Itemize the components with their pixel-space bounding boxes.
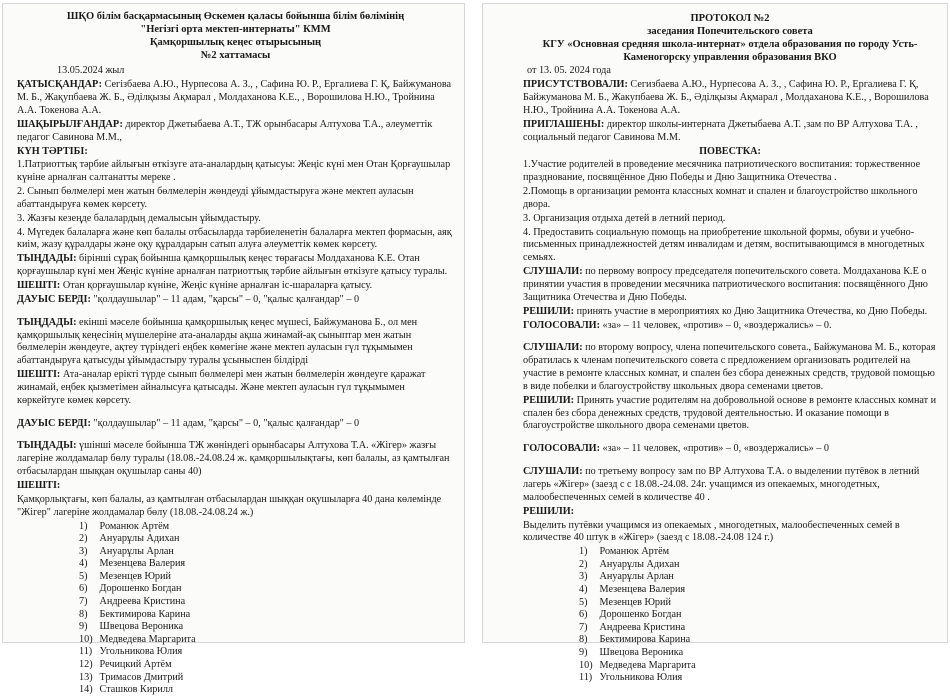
- list-item: [579, 584, 937, 597]
- list-item-number: 3): [79, 545, 88, 557]
- list-item-number: 1): [579, 546, 588, 558]
- list-item: [79, 521, 454, 534]
- agenda-title: КҮН ТӘРТІБІ:: [17, 145, 88, 157]
- student-list: [523, 546, 937, 685]
- student-name: Ануарұлы Арлан: [97, 545, 174, 557]
- list-item: [579, 634, 937, 647]
- q2-decided: ШЕШТІ: Ата-аналар ерікті түрде сынып бөлмелері мен жатын бөлмелерін жөндеуге қаражат жинамай, еңбек қызметімен айналысуға қатысады. Және мектеп ауласын гүл тұқымымен көркейтуге көмек көрсету.: [17, 369, 426, 406]
- q3-heard: СЛУШАЛИ: по третьему вопросу зам по ВР Алтухова Т.А. о выделении путёвок в летний лагерь «Жігер» (заезд с с 18.08.-24.08. 24г. учащимся из опекаемых, многодетных, малообеспеченных семей в количестве 40 .: [523, 466, 920, 503]
- student-name: Медведева Маргарита: [97, 633, 196, 645]
- list-item: [579, 622, 937, 635]
- list-item: [79, 646, 454, 659]
- student-name: Угольникова Юлия: [597, 672, 683, 684]
- list-item-number: 8): [79, 608, 88, 620]
- student-name: Сташков Кирилл: [97, 684, 173, 696]
- russian-protocol-page: [482, 3, 948, 684]
- q2-heard: СЛУШАЛИ: по второму вопросу, члена попечительского совета., Байжуманова М. Б., которая обратилась к членам попечительского совета с предложением организовать родителей на участие в ремонте классных комнат, и спален без сбора денежных средств, трудовой помощью в виде побелки и благоустройству школьных двора семенами цветов.: [523, 342, 936, 392]
- header-line: Қамқоршылық кеңес отырысының: [149, 37, 322, 49]
- list-item: [79, 684, 454, 697]
- student-list: [17, 521, 454, 697]
- q2-vote: ГОЛОСОВАЛИ: «за» – 11 человек, «против» – 0, «воздержались» – 0: [523, 443, 830, 455]
- q1-vote: ГОЛОСОВАЛИ: «за» – 11 человек, «против» – 0, «воздержались» – 0.: [523, 319, 832, 331]
- attendees: [17, 79, 454, 118]
- q1-heard: СЛУШАЛИ: по первому вопросу председателя попечительского совета. Молдаханова К.Е о принятии участия в проведении месячника патриотического воспитания: посвящённого Дню Защитника Отечества и Дню Победы.: [523, 266, 928, 303]
- student-name: Романюк Артём: [97, 520, 170, 532]
- student-name: Мезенцев Юрий: [597, 596, 671, 608]
- list-item-number: 1): [79, 520, 88, 532]
- agenda-item: 4. Мүгедек балаларға және көп балалы отбасыларда тәрбиеленетін балаларға мектеп формасын, аяқ киім, жазу құралдары және оқу құралдарын сатып алуға әлеуметтік көмек көрсету.: [17, 226, 452, 251]
- student-name: Дорошенко Богдан: [97, 583, 182, 595]
- list-item: [79, 621, 454, 634]
- list-item-number: 10): [579, 659, 593, 671]
- agenda-title: ПОВЕСТКА:: [699, 145, 761, 157]
- list-item: [79, 672, 454, 685]
- header-line: №2 хаттамасы: [200, 50, 271, 62]
- header-line: ШҚО білім басқармасының Өскемен қаласы бойынша білім бөлімінің: [66, 11, 405, 22]
- list-item-number: 7): [79, 596, 88, 608]
- list-item: [79, 546, 454, 559]
- document-header: [17, 10, 454, 63]
- student-name: Ануарұлы Адихан: [97, 533, 180, 545]
- document-header: [523, 12, 937, 65]
- list-item-number: 5): [579, 596, 588, 608]
- student-name: Мезенцева Валерия: [97, 558, 186, 570]
- student-name: Бектимирова Карина: [597, 634, 691, 646]
- student-name: Дорошенко Богдан: [597, 609, 682, 621]
- list-item: [79, 634, 454, 647]
- invited: [17, 119, 454, 145]
- list-item: [79, 609, 454, 622]
- list-item: [79, 659, 454, 672]
- list-item: [79, 558, 454, 571]
- list-item-number: 7): [579, 621, 588, 633]
- list-item: [79, 571, 454, 584]
- q3-decided-text: Выделить путёвки учащимся из опекаемых , многодетных, малообеспеченных семей в количестве 40 штук в «Жігер» (заезд с 18.08.-24.08 124 г.): [523, 519, 900, 544]
- student-name: Швецова Вероника: [597, 646, 684, 658]
- student-name: Ануарұлы Арлан: [597, 571, 674, 583]
- student-name: Бектимирова Карина: [97, 608, 191, 620]
- student-name: Швецова Вероника: [97, 621, 184, 633]
- list-item-number: 4): [79, 558, 88, 570]
- header-line: заседания Попечительского совета: [647, 26, 813, 38]
- list-item-number: 9): [79, 621, 88, 633]
- student-name: Мезенцев Юрий: [97, 570, 171, 582]
- agenda-item: 3. Организация отдыха детей в летний период.: [523, 212, 726, 224]
- list-item: [579, 559, 937, 572]
- student-name: Тримасов Дмитрий: [97, 671, 184, 683]
- q2-heard: ТЫҢДАДЫ: екінші мәселе бойынша қамқоршылық кеңес мүшесі, Байжуманова Б., ол мен қамқоршылық кеңесінің мүшелеріне ата-аналарды ақша жинамай-ақ сыныптар мен жатын бөлмелерін жөндеуге, ақтеу түріндегі еңбек көмегіне және мектеп ауласын гүл тұқымымен абаттандыруға қатысуды ұйымдастыру туралы ұсыныспен білдірді: [17, 316, 418, 367]
- agenda-item: 3. Жазғы кезеңде балалардың демалысын ұйымдастыру.: [17, 212, 261, 224]
- list-item-number: 8): [579, 634, 588, 646]
- attendees-text: Сегізбаева А.Ю., Нурпесова А. З., , Сафина Ю. Р., Ергалиева Г. Қ, Байжуманова М. Б., Жақупбаева Ж. Б., Әділқызы Ақмарал , Молдаханова К.Е., , Ворошилова Н.Ю., Тройнина А.А. Токенова А.А.: [17, 79, 452, 117]
- q1-heard: ТЫҢДАДЫ: бірінші сұрақ бойынша қамқоршылық кеңес төрағасы Молдаханова К.Е. Отан қорғаушылар күні мен Жеңіс күніне арналған патриоттық тәрбие айлығын өткізуге қатысу туралы.: [17, 253, 448, 278]
- list-item-number: 9): [579, 646, 588, 658]
- student-name: Речицкий Артём: [97, 659, 172, 671]
- list-item-number: 2): [79, 533, 88, 545]
- list-item-number: 10): [79, 633, 93, 645]
- header-line: КГУ «Основная средняя школа-интернат» отдела образования по городу Усть-Каменогорску управления образования ВКО: [542, 39, 918, 64]
- invited-label: ШАҚЫРЫЛҒАНДАР:: [17, 118, 123, 130]
- q3-decided-text: Қамқорлықтағы, көп балалы, аз қамтылған отбасылардан шыққан оқушыларға 40 дана көлемінде "Жігер" лагеріне жолдамалар бөлу (18.08.-24.08.24 ж.): [17, 493, 442, 518]
- student-name: Угольникова Юлия: [97, 646, 183, 658]
- q3-decided-label: ШЕШТІ:: [17, 479, 61, 491]
- list-item: [579, 597, 937, 610]
- list-item-number: 5): [79, 570, 88, 582]
- invited-text: директор Джетыбаева А.Т., ТЖ орынбасары Алтухова Т.А., әлеуметтік педагог Савинова М.М.,: [17, 118, 433, 143]
- list-item: [79, 533, 454, 546]
- agenda-item: 4. Предоставить социальную помощь на приобретение школьной формы, обуви и учебно-письменных принадлежностей детям инвалидам и детям, воспитывающимся в многодетных семьях.: [523, 226, 925, 264]
- list-item: [579, 546, 937, 559]
- header-line: ПРОТОКОЛ №2: [690, 13, 770, 24]
- student-name: Медведева Маргарита: [597, 659, 696, 671]
- agenda-item: 1.Патриоттық тәрбие айлығын өткізуге ата-аналардың қатысуы: Жеңіс күні мен Отан Қорғаушылар күніне арналған салтанатты мереке .: [17, 159, 451, 184]
- q3-decided-label: РЕШИЛИ:: [523, 505, 575, 517]
- document-date: 13.05.2024 жыл: [57, 64, 125, 76]
- agenda-item: 1.Участие родителей в проведение месячника патриотического воспитания: торжественное празднование, посвящённое Дню Победы и Дню Защитника Отечества .: [523, 159, 921, 184]
- list-item-number: 13): [79, 671, 93, 683]
- agenda-item: 2.Помощь в организации ремонта классных комнат и спален и благоустройство школьного двора.: [523, 186, 918, 210]
- q2-vote: ДАУЫС БЕРДІ: "қолдаушылар" – 11 адам, "қарсы" – 0, "қалыс қалғандар" – 0: [17, 417, 360, 429]
- invited: ПРИГЛАШЕНЫ: директор школы-интерната Джетыбаева А.Т. ,зам по ВР Алтухова Т.А. , социальный педагог Савинова М.М.: [523, 118, 918, 143]
- list-item-number: 11): [579, 672, 593, 684]
- q2-decided: РЕШИЛИ: Принять участие родителям на добровольной основе в ремонте классных комнат и спален без сбора денежных средств, трудовой деятельностью. И оказание помощи в благоустройстве школьного двора семенами цветов.: [523, 394, 937, 432]
- list-item: [579, 672, 937, 685]
- list-item-number: 2): [579, 558, 588, 570]
- q1-vote: ДАУЫС БЕРДІ: "қолдаушылар" – 11 адам, "қарсы" – 0, "қалыс қалғандар" – 0: [17, 293, 360, 305]
- student-name: Ануарұлы Адихан: [597, 558, 680, 570]
- student-name: Андреева Кристина: [597, 621, 686, 633]
- list-item: [579, 660, 937, 673]
- kazakh-protocol-page: [2, 3, 465, 696]
- attendees: ПРИСУТСТВОВАЛИ: Сегизбаева А.Ю., Нурпесова А. З., , Сафина Ю. Р., Ергалиева Г. Қ, Байжуманова М. Б., Жакупбаева Ж. Б., Әділқызы Ақмарал , Молдаханова К.Е., , Ворошилова Н.Ю., Тройнина А.А. Токенова А.А.: [523, 79, 929, 117]
- list-item: [79, 583, 454, 596]
- list-item-number: 11): [79, 646, 93, 658]
- list-item: [579, 571, 937, 584]
- attendees-label: ҚАТЫСҚАНДАР:: [17, 79, 103, 91]
- list-item-number: 4): [579, 583, 588, 595]
- list-item: [579, 609, 937, 622]
- q1-decided: ШЕШТІ: Отан қорғаушылар күніне, Жеңіс күніне арналған іс-шараларға қатысу.: [17, 280, 373, 291]
- list-item-number: 6): [579, 609, 588, 621]
- list-item: [79, 596, 454, 609]
- list-item-number: 3): [579, 571, 588, 583]
- list-item-number: 6): [79, 583, 88, 595]
- q3-heard: ТЫҢДАДЫ: үшінші мәселе бойынша ТЖ жөніндегі орынбасары Алтухова Т.А. «Жігер» жазғы лагеріне жолдамалар бөлу туралы (18.08.-24.08.24 ж. қамқоршылықтағы, көп балалы, аз қамтылған отбасылардан шыққан оқушылар саны 40): [17, 440, 450, 478]
- list-item-number: 14): [79, 684, 93, 696]
- q1-decided: РЕШИЛИ: принять участие в мероприятиях ко Дню Защитника Отечества, ко Дню Победы.: [523, 305, 928, 317]
- agenda-item: 2. Сынып бөлмелері мен жатын бөлмелерін жөндеуді ұйымдастыруға және мектеп ауласын абаттандыруға көмек көрсету.: [17, 186, 414, 210]
- header-line: "Негізгі орта мектеп-интернаты" КММ: [140, 24, 331, 36]
- list-item: [579, 647, 937, 660]
- student-name: Романюк Артём: [597, 546, 670, 558]
- student-name: Андреева Кристина: [97, 596, 186, 608]
- list-item-number: 12): [79, 659, 93, 671]
- document-date: от 13. 05. 2024 года: [527, 64, 611, 76]
- student-name: Мезенцева Валерия: [597, 583, 686, 595]
